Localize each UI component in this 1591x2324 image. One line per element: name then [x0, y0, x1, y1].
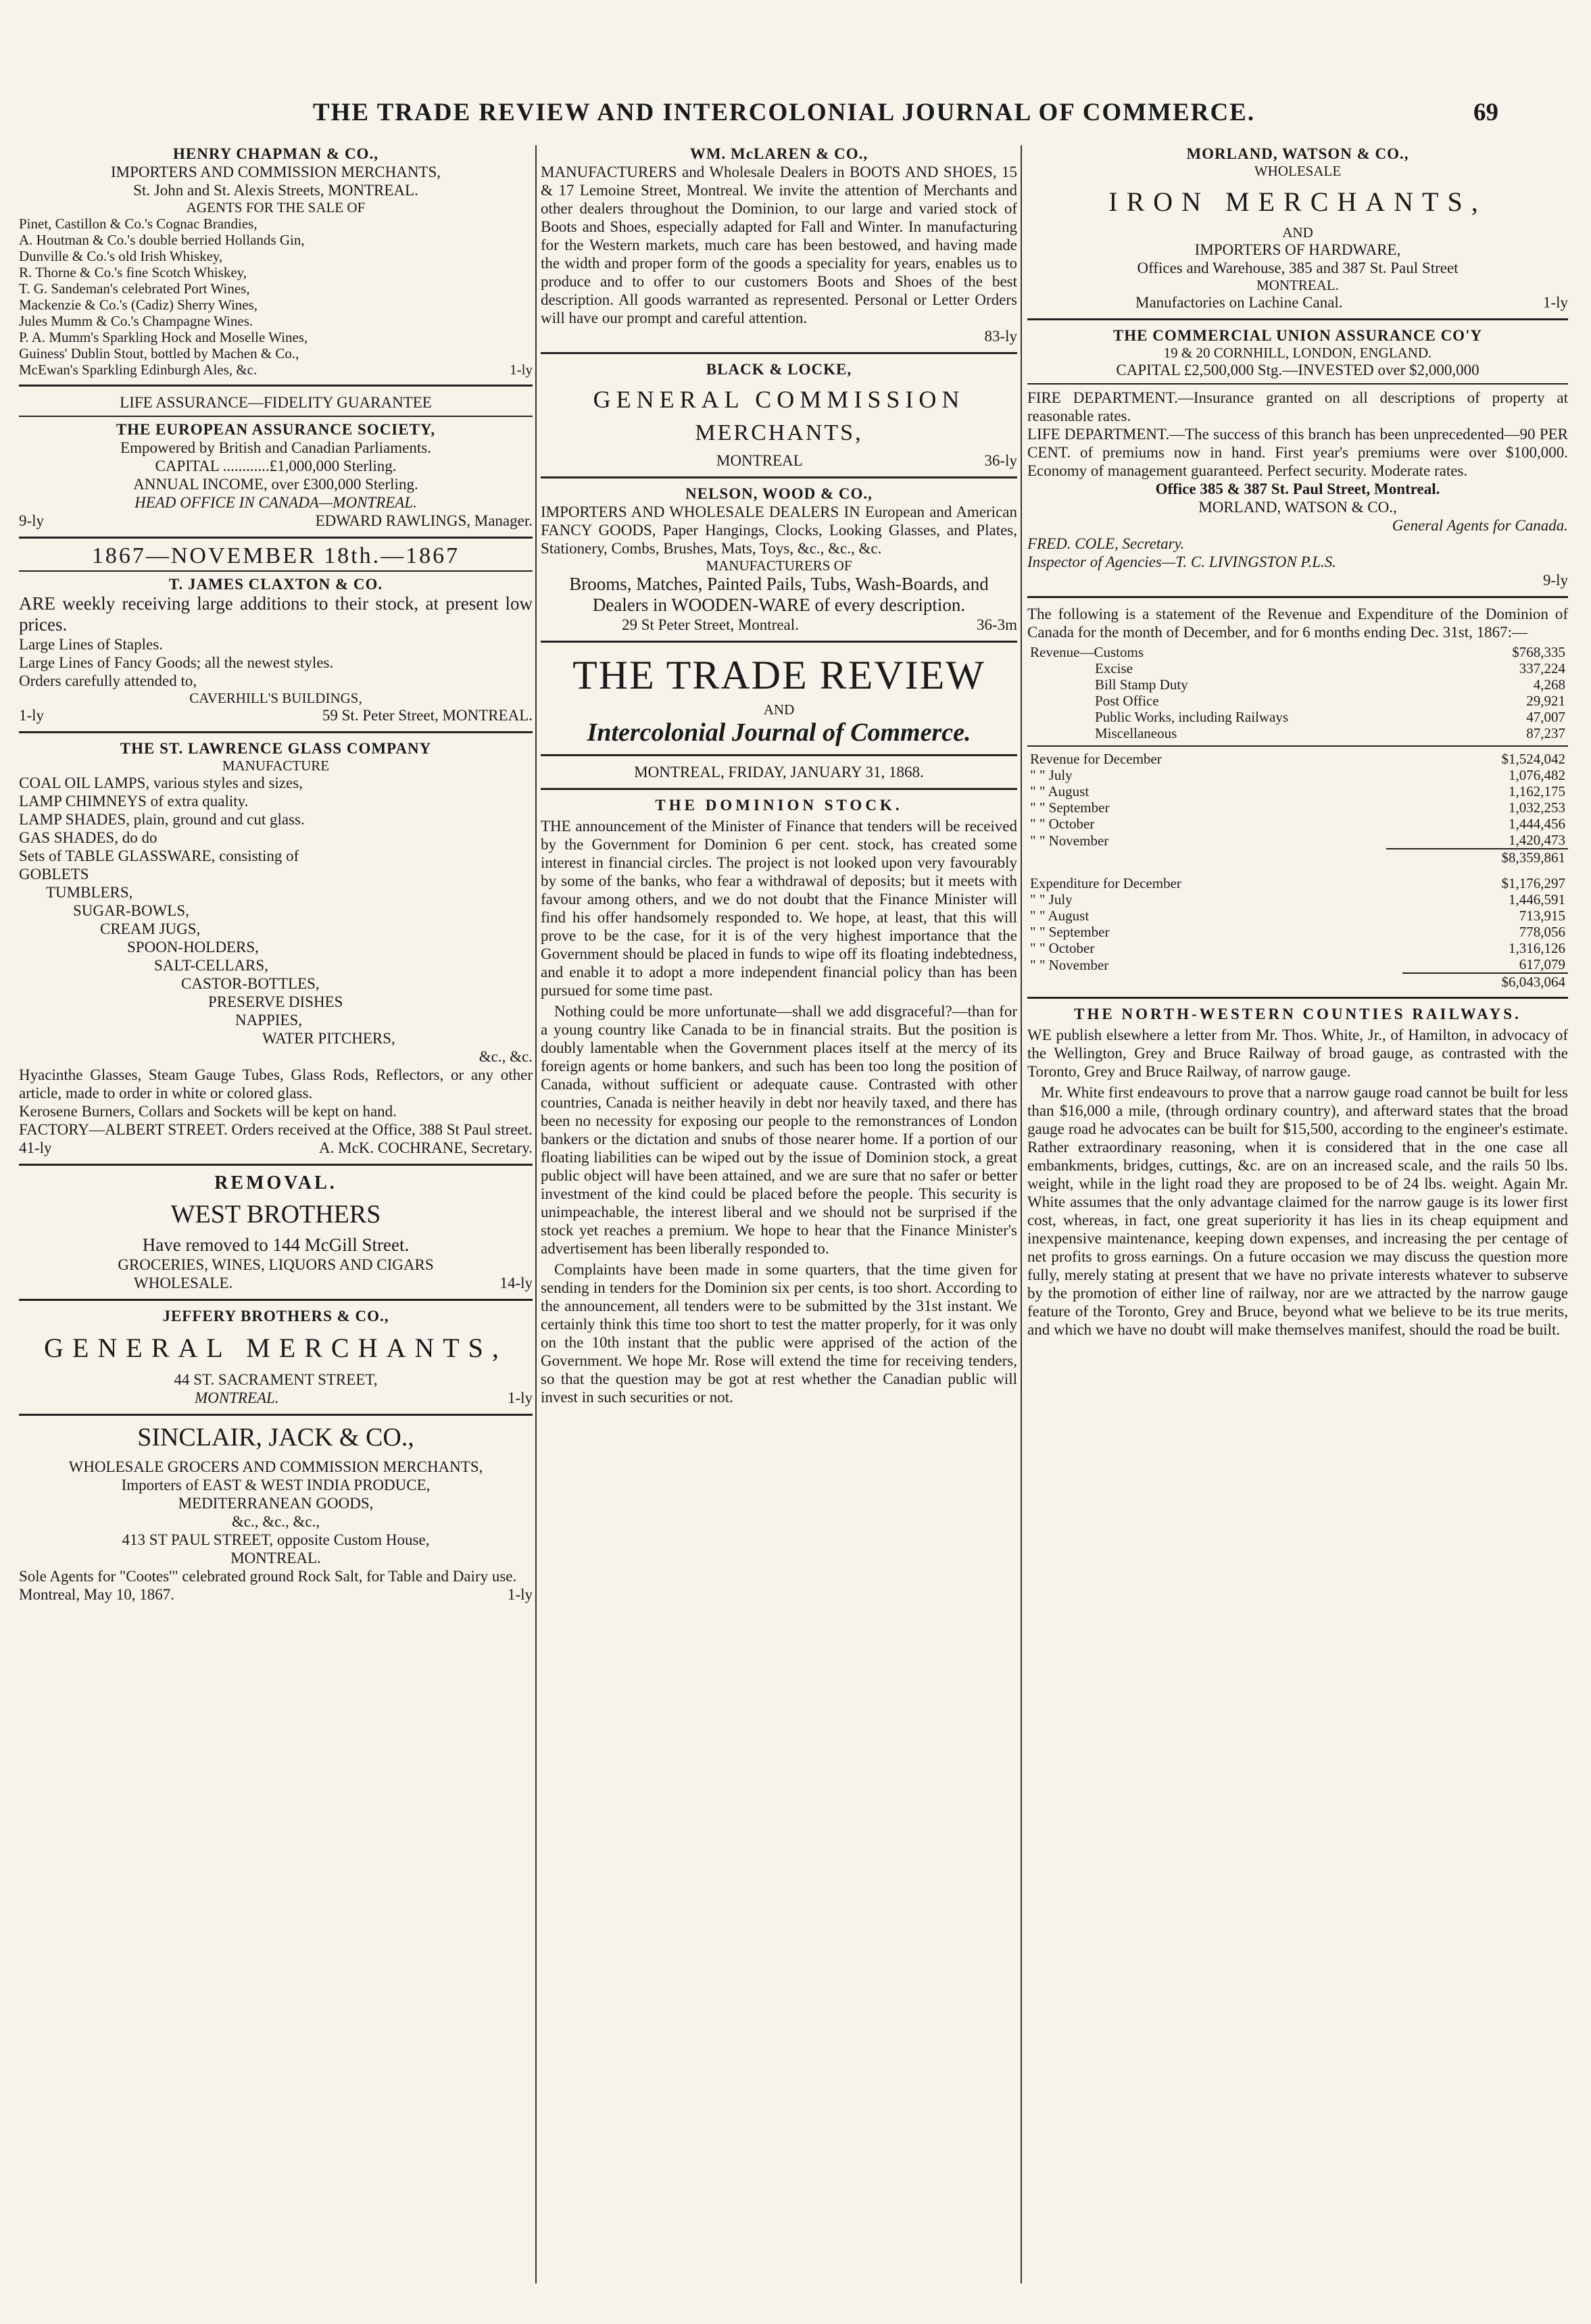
ad-item: Orders carefully attended to, [19, 672, 197, 689]
ad-code: 1-ly [1542, 294, 1568, 311]
row-label: " " October [1030, 816, 1095, 832]
page-number: 69 [1473, 99, 1498, 126]
row-total: $6,043,064 [1402, 973, 1568, 990]
ad-item: COAL OIL LAMPS, various styles and sizes, [19, 774, 303, 791]
ad-west-brothers [19, 1172, 533, 1292]
column-left [19, 145, 533, 2283]
table-row [1027, 924, 1568, 940]
masthead-and: AND [763, 701, 795, 718]
article-dominion-stock [541, 797, 1017, 1406]
ad-footer [19, 1389, 533, 1407]
ad-item: NAPPIES, [235, 1012, 303, 1029]
row-label: Miscellaneous [1095, 725, 1177, 741]
ad-text: Have removed to 144 McGill Street. [142, 1235, 410, 1255]
row-value: $1,524,042 [1501, 751, 1565, 767]
ad-st-lawrence-glass [19, 740, 533, 1157]
table-row [1027, 644, 1568, 660]
ad-item: Guiness' Dublin Stout, bottled by Machen & Co., [19, 345, 299, 362]
ad-line: St. John and St. Alexis Streets, MONTREAL. [133, 182, 418, 199]
ad-name: THE EUROPEAN ASSURANCE SOCIETY, [116, 421, 436, 438]
article-paragraph: THE announcement of the Minister of Finance that tenders will be received by the Government for Dominion 6 per cent. stock, has created some interest in financial circles. The project is not looked upon very favourably by some of the banks, who fear a withdrawal of deposits; but it meets with favour among others, and we do not doubt that the Finance Minister will find his offer handsomely responded to. We hope, at least, that this will prove to be the case, for it is of the very highest importance that the Government should be placed in funds to wipe off its floating indebtedness, and enable it to adopt a more independent financial policy than has been pursued for some time past. [541, 818, 1017, 999]
ad-name: JEFFERY BROTHERS & CO., [162, 1308, 389, 1325]
ad-line: MORLAND, WATSON & CO., [1198, 499, 1397, 516]
table-row [1027, 849, 1568, 866]
ad-item: Mackenzie & Co.'s (Cadiz) Sherry Wines, [19, 297, 258, 313]
statement-intro: The following is a statement of the Revenue and Expenditure of the Dominion of Canada for the month of December, and for 6 months ending Dec. 31st, 1867:— [1027, 605, 1568, 641]
ad-address: 413 ST PAUL STREET, opposite Custom House, [122, 1531, 430, 1548]
ad-text: MANUFACTURERS and Wholesale Dealers in BOOTS AND SHOES, 15 & 17 Lemoine Street, Montreal. We invite the attention of Merchants and other dealers throughout the Dominion, to our large and varied stock of Boots and Shoes, especially adapted for Fall and Winter. In manufacturing for the Western markets, much care has been bestowed, and having made the width and proper form of the goods a speciality for years, enables us to produce and to offer to our customers Boots and Shoes of the best description. All goods warranted as represented. Personal or Letter Orders will have our prompt and careful attention. [541, 164, 1017, 326]
ad-text: LIFE DEPARTMENT.—The success of this branch has been unprecedented—90 PER CENT. of premiums now in hand. First year's premiums were over $100,000. Economy of management guaranteed. Perfect security. Moderate rates. [1027, 426, 1568, 479]
ad-line: Offices and Warehouse, 385 and 387 St. Paul Street [1137, 259, 1459, 276]
row-value: 617,079 [1519, 956, 1565, 972]
ad-line: Inspector of Agencies—T. C. LIVINGSTON P.L.S. [1027, 553, 1337, 570]
table-row [1027, 660, 1568, 676]
ad-item: SPOON-HOLDERS, [127, 939, 259, 956]
row-value: 1,446,591 [1509, 891, 1565, 908]
ad-city: MONTREAL [716, 452, 803, 469]
table-row [1027, 783, 1568, 799]
expenditure-table [1027, 875, 1568, 990]
row-label: Revenue—Customs [1030, 644, 1144, 660]
ad-text: Hyacinthe Glasses, Steam Gauge Tubes, Glass Rods, Reflectors, or any other article, made to order in white or colored glass. [19, 1066, 533, 1102]
ad-building: CAVERHILL'S BUILDINGS, [189, 690, 362, 706]
ad-item: Large Lines of Fancy Goods; all the newest styles. [19, 654, 334, 671]
row-label: " " November [1030, 956, 1109, 973]
table-row [1027, 709, 1568, 725]
ad-footer [19, 1585, 533, 1604]
ad-line: Manufactories on Lachine Canal. [1135, 294, 1343, 311]
table-row [1027, 891, 1568, 908]
revenue-statement [1027, 605, 1568, 990]
row-value: 1,420,473 [1509, 832, 1565, 848]
ad-text: Sole Agents for "Cootes'" celebrated ground Rock Salt, for Table and Dairy use. [19, 1568, 517, 1585]
ad-sinclair-jack [19, 1423, 533, 1604]
row-value: 1,032,253 [1509, 799, 1565, 816]
ad-black-locke [541, 361, 1017, 470]
ad-european-assurance [19, 393, 533, 530]
ad-and: AND [1282, 224, 1313, 241]
ad-footer [1027, 293, 1568, 312]
article-paragraph: Mr. White first endeavours to prove that a narrow gauge road cannot be built for less than $16,000 a mile, (through ordinary country), and afterward states that the broad gauge road he advocates can be built for $15,500, according to the engineer's estimate. Rather extraordinary reasoning, when it is considered that in the one case all embankments, bridges, cuttings, &c. are on an increased scale, and the rails 50 lbs. weight, while in the light road they are proposed to be of 24 lbs. weight. Again Mr. White assumes that the only advantage claimed for the narrow gauge is its lower first cost, whereas, in fact, one great superiority it has lies in its cheap equipment and inexpensive maintenance, keeping down expenses, and increasing the per centage of net profits to gross earnings. On a future occasion we may discuss the question more fully, merely stating at present that we have no private interests whatever to subserve by the promotion of either line of railway, nor are we attracted by the narrow gauge feature of the Toronto, Grey and Bruce, beyond what we believe to be its true merits, and which we have no doubt will make themselves manifest, should the road be built. [1027, 1084, 1568, 1338]
row-label: " " September [1030, 924, 1110, 940]
table-row [1027, 799, 1568, 816]
ad-code: 1-ly [19, 707, 45, 724]
ad-secretary: A. McK. COCHRANE, Secretary. [319, 1139, 533, 1156]
table-row [1027, 725, 1568, 741]
row-label: " " August [1030, 908, 1090, 924]
ad-name: THE ST. LAWRENCE GLASS COMPANY [120, 740, 432, 757]
table-row [1027, 940, 1568, 956]
ad-code: 9-ly [19, 512, 45, 529]
ad-item: LAMP CHIMNEYS of extra quality. [19, 793, 249, 810]
ad-name: BLACK & LOCKE, [706, 361, 852, 378]
ad-item: SALT-CELLARS, [154, 957, 268, 974]
ad-name: SINCLAIR, JACK & CO., [137, 1423, 414, 1452]
row-value: 4,268 [1533, 676, 1565, 693]
row-label: Bill Stamp Duty [1095, 676, 1188, 693]
row-value: $1,176,297 [1501, 875, 1565, 891]
ad-line: WHOLESALE GROCERS AND COMMISSION MERCHANTS, [68, 1458, 483, 1475]
ad-text: IMPORTERS AND WHOLESALE DEALERS IN European and American FANCY GOODS, Paper Hangings, Clocks, Looking Glasses, and Plates, Stationery, Combs, Brushes, Mats, Toys, &c., &c., &c. [541, 503, 1017, 557]
ad-line: IMPORTERS OF HARDWARE, [1194, 241, 1401, 258]
ad-manager: EDWARD RAWLINGS, Manager. [315, 512, 533, 529]
article-title: THE DOMINION STOCK. [655, 797, 903, 814]
row-label: " " September [1030, 799, 1110, 816]
table-row [1027, 956, 1568, 973]
ad-banner: LIFE ASSURANCE—FIDELITY GUARANTEE [120, 394, 432, 411]
row-label: Expenditure for December [1030, 875, 1181, 891]
ad-item: SUGAR-BOWLS, [73, 902, 189, 919]
row-label: Post Office [1095, 693, 1159, 709]
row-value: 1,162,175 [1509, 783, 1565, 799]
row-label: " " October [1030, 940, 1095, 956]
ad-item: Large Lines of Staples. [19, 636, 163, 653]
ad-code: 1-ly [507, 1586, 533, 1603]
ad-morland-watson [1027, 145, 1568, 312]
ad-line: Importers of EAST & WEST INDIA PRODUCE, [121, 1477, 431, 1493]
ad-address: 59 St. Peter Street, MONTREAL. [322, 707, 533, 724]
table-row [1027, 832, 1568, 849]
ad-date: Montreal, May 10, 1867. [19, 1586, 174, 1603]
ad-name: T. JAMES CLAXTON & CO. [168, 576, 383, 593]
table-row [1027, 908, 1568, 924]
table-row [1027, 816, 1568, 832]
ad-text: FIRE DEPARTMENT.—Insurance granted on all descriptions of property at reasonable rates. [1027, 389, 1568, 424]
ad-line: FRED. COLE, Secretary. [1027, 535, 1185, 552]
ad-code: 14-ly [499, 1275, 533, 1291]
ad-address: 44 ST. SACRAMENT STREET, [174, 1371, 378, 1388]
row-label: Excise [1095, 660, 1133, 676]
article-title: THE NORTH-WESTERN COUNTIES RAILWAYS. [1074, 1006, 1521, 1022]
ad-line: General Agents for Canada. [1392, 517, 1568, 534]
ad-text: ARE weekly receiving large additions to their stock, at present low prices. [19, 593, 533, 635]
masthead-title: THE TRADE REVIEW [572, 653, 985, 697]
ad-commercial-union [1027, 327, 1568, 589]
row-label: Public Works, including Railways [1095, 709, 1289, 725]
ad-name: HENRY CHAPMAN & CO., [173, 145, 378, 162]
ad-item: GOBLETS [19, 866, 89, 883]
ad-subheading: MANUFACTURE [222, 758, 330, 774]
row-label: " " July [1030, 891, 1073, 908]
ad-subheading: MANUFACTURERS OF [706, 558, 852, 574]
ad-mclaren [541, 145, 1017, 345]
column-right [1027, 145, 1568, 2283]
masthead-subtitle: Intercolonial Journal of Commerce. [587, 718, 971, 747]
row-value: 1,316,126 [1509, 940, 1565, 956]
ad-henry-chapman [19, 145, 533, 378]
ad-item: WATER PITCHERS, [262, 1030, 395, 1047]
ad-line: CAPITAL £2,500,000 Stg.—INVESTED over $2,000,000 [1116, 362, 1479, 378]
ad-line: HEAD OFFICE IN CANADA—MONTREAL. [134, 494, 417, 511]
ad-line: Empowered by British and Canadian Parliaments. [120, 439, 431, 456]
ad-city: MONTREAL. [230, 1550, 321, 1566]
row-value: 713,915 [1519, 908, 1565, 924]
ad-address: 19 & 20 CORNHILL, LONDON, ENGLAND. [1163, 345, 1432, 361]
ad-item: CREAM JUGS, [100, 920, 201, 937]
ad-heading: REMOVAL. [214, 1172, 337, 1193]
row-total: $8,359,861 [1386, 849, 1568, 866]
ad-item: CASTOR-BOTTLES, [181, 975, 320, 992]
ad-item: Dunville & Co.'s old Irish Whiskey, [19, 248, 223, 264]
ad-name: NELSON, WOOD & CO., [685, 485, 873, 502]
article-paragraph: WE publish elsewhere a letter from Mr. Thos. White, Jr., of Hamilton, in advocacy of the Wellington, Grey and Bruce Railway of broad gauge, as contrasted with the Toronto, Grey and Bruce Railway, of narrow gauge. [1027, 1027, 1568, 1080]
ad-footer [541, 616, 1017, 634]
table-row [1027, 973, 1568, 990]
ad-line: Office 385 & 387 St. Paul Street, Montreal. [1155, 480, 1440, 497]
ad-item: Sets of TABLE GLASSWARE, consisting of [19, 847, 299, 864]
ad-jeffery-brothers [19, 1308, 533, 1407]
ad-footer [19, 1274, 533, 1292]
row-value: 1,076,482 [1509, 767, 1565, 783]
ad-item: LAMP SHADES, plain, ground and cut glass. [19, 811, 305, 828]
row-value: 337,224 [1519, 660, 1565, 676]
ad-line: &c., &c., &c., [231, 1513, 320, 1530]
ad-code: 83-ly [984, 328, 1017, 345]
revenue-months-table [1027, 751, 1568, 866]
ad-line: CAPITAL ............£1,000,000 Sterling. [155, 458, 397, 474]
ad-code: 9-ly [1542, 572, 1568, 589]
ad-line: MEDITERRANEAN GOODS, [178, 1495, 374, 1512]
page-header-title: THE TRADE REVIEW AND INTERCOLONIAL JOURNAL OF COMMERCE. [312, 99, 1256, 126]
table-row [1027, 693, 1568, 709]
ad-item: Jules Mumm & Co.'s Champagne Wines. [19, 313, 253, 329]
ad-item: A. Houtman & Co.'s double berried Hollands Gin, [19, 232, 305, 248]
table-row [1027, 751, 1568, 767]
article-north-western [1027, 1006, 1568, 1339]
ad-code: 36-ly [984, 452, 1017, 469]
ad-item: T. G. Sandeman's celebrated Port Wines, [19, 280, 250, 297]
ad-big-line: GENERAL MERCHANTS, [44, 1333, 508, 1363]
ad-subheading: AGENTS FOR THE SALE OF [186, 199, 366, 216]
row-value: 778,056 [1519, 924, 1565, 940]
row-value: 47,007 [1526, 709, 1565, 725]
ad-item: TUMBLERS, [46, 884, 133, 901]
row-value: 29,921 [1526, 693, 1565, 709]
ad-code: 1-ly [507, 1389, 533, 1406]
ad-item: Pinet, Castillon & Co.'s Cognac Brandies, [19, 216, 258, 232]
column-rule [535, 145, 537, 2283]
ad-item: R. Thorne & Co.'s fine Scotch Whiskey, [19, 264, 247, 280]
masthead [541, 652, 1017, 747]
ad-line: WHOLESALE. [134, 1275, 233, 1291]
ad-subheading: WHOLESALE [1254, 163, 1342, 179]
ad-item: P. A. Mumm's Sparkling Hock and Moselle Wines, [19, 329, 308, 345]
column-middle [541, 145, 1017, 2283]
ad-item: PRESERVE DISHES [208, 993, 343, 1010]
ad-code: 1-ly [510, 362, 533, 378]
ad-date-heading: 1867—NOVEMBER 18th.—1867 [91, 543, 460, 568]
row-label: " " August [1030, 783, 1090, 799]
ad-item-row [19, 362, 533, 378]
ad-big-line: MERCHANTS, [695, 420, 863, 445]
ad-name: WM. McLAREN & CO., [689, 145, 868, 162]
ad-footer [19, 512, 533, 530]
column-rule [1021, 145, 1022, 2283]
row-label: " " July [1030, 767, 1073, 783]
ad-text: FACTORY—ALBERT STREET. Orders received at the Office, 388 St Paul street. [19, 1121, 533, 1138]
ad-text: Kerosene Burners, Collars and Sockets will be kept on hand. [19, 1103, 397, 1120]
ad-name: WEST BROTHERS [170, 1200, 381, 1229]
table-row [1027, 875, 1568, 891]
row-value: 1,444,456 [1509, 816, 1565, 832]
row-value: 87,237 [1526, 725, 1565, 741]
ad-address: 29 St Peter Street, Montreal. [622, 616, 799, 633]
ad-nelson-wood [541, 485, 1017, 634]
ad-big-line: IRON MERCHANTS, [1108, 187, 1487, 217]
article-paragraph: Nothing could be more unfortunate—shall we add disgraceful?—than for a young country like Canada to be in financial straits. But the position is doubly lamentable when the Government places itself at the mercy of its foreign agents or home bankers, and such has been too long the position of Canada, without sufficient or adequate cause. Contrasted with other countries, Canada is neither heavily in debt nor heavily taxed, and there has been no necessity for exposing our people to the remonstrances of London bankers or the dictation and snubs of those nearer home. If a portion of our floating liabilities can be wiped out by the issue of Dominion stock, a great public object will have been attained, and we are sure that no safer or better investment of the kind could be placed before the people. This security is unimpeachable, the interest liberal and we should not be surprised if the stock yet reaches a premium. We hope to hear that the Finance Minister's advertisement has been liberally responded to. [541, 1003, 1017, 1257]
ad-code: 36-3m [976, 616, 1017, 633]
ad-city: MONTREAL. [195, 1389, 279, 1406]
ad-city: MONTREAL. [1256, 277, 1339, 293]
row-label: Revenue for December [1030, 751, 1162, 767]
ad-text: Brooms, Matches, Painted Pails, Tubs, Wash-Boards, and Dealers in WOODEN-WARE of every description. [569, 574, 989, 615]
ad-item: GAS SHADES, do do [19, 829, 157, 846]
ad-name: MORLAND, WATSON & CO., [1186, 145, 1409, 162]
ad-code: 41-ly [19, 1139, 52, 1156]
table-row [1027, 676, 1568, 693]
row-value: $768,335 [1512, 644, 1565, 660]
running-head [0, 0, 1591, 139]
ad-line: IMPORTERS AND COMMISSION MERCHANTS, [110, 164, 441, 180]
ad-item: &c., &c. [479, 1048, 533, 1065]
ad-big-line: GENERAL COMMISSION [593, 386, 965, 413]
ad-name: THE COMMERCIAL UNION ASSURANCE CO'Y [1112, 327, 1483, 344]
revenue-table [1027, 644, 1568, 741]
table-row [1027, 767, 1568, 783]
ad-footer [19, 706, 533, 724]
ad-line: ANNUAL INCOME, over £300,000 Sterling. [133, 476, 418, 493]
ad-line: GROCERIES, WINES, LIQUORS AND CIGARS [118, 1256, 434, 1273]
row-label: " " November [1030, 832, 1109, 849]
ad-footer [541, 451, 1017, 470]
ad-footer [19, 1139, 533, 1157]
article-paragraph: Complaints have been made in some quarters, that the time given for sending in tenders for the Dominion six per cents, is too short. According to the announcement, all tenders were to be submitted by the 31st instant. We certainly think this time too short to test the matter properly, for it was only on the 10th instant that the public were apprised of the action of the Government. We hope Mr. Rose will extend the time for receiving tenders, so that the question may be got at rest whether the Canadian public will invest in such securities or not. [541, 1261, 1017, 1406]
ad-claxton [19, 545, 533, 724]
ad-item: McEwan's Sparkling Edinburgh Ales, &c. [19, 362, 258, 378]
dateline: MONTREAL, FRIDAY, JANUARY 31, 1868. [634, 764, 924, 781]
